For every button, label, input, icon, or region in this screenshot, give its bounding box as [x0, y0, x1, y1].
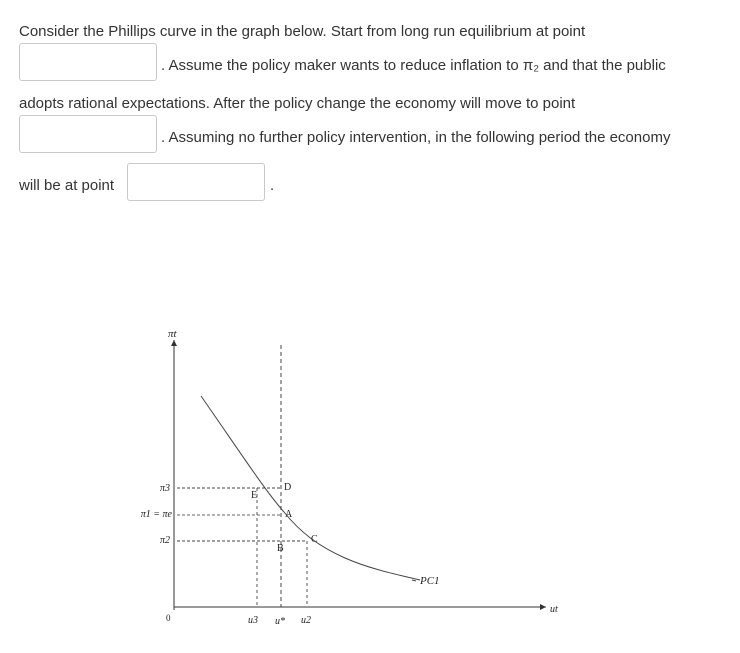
- x-axis-label: ut: [550, 604, 558, 615]
- y-tick-pi3: π3: [159, 483, 170, 494]
- point-label-d: D: [284, 482, 292, 493]
- question-line-2: . Assume the policy maker wants to reduce inflation to π₂ and that the public: [161, 57, 666, 74]
- point-label-e: E: [251, 490, 258, 501]
- question-line-3: adopts rational expectations. After the policy change the economy will move to point: [19, 95, 576, 112]
- point-label-b: B: [277, 543, 284, 554]
- x-tick-u2: u2: [301, 615, 311, 626]
- x-tick-u3: u3: [248, 615, 258, 626]
- origin-label: 0: [166, 613, 171, 623]
- curve-label-leader: [412, 580, 416, 581]
- x-tick-ustar: u*: [275, 616, 285, 627]
- y-axis-label: πt: [168, 328, 177, 340]
- point-label-a: A: [285, 509, 293, 520]
- y-tick-pi1-pie: π1 = πe: [140, 509, 172, 520]
- point-label-c: C: [311, 534, 318, 545]
- curve-label-pc1: PC1: [420, 575, 440, 587]
- y-tick-pi2: π2: [159, 535, 170, 546]
- question-line-1: Consider the Phillips curve in the graph below. Start from long run equilibrium at point: [19, 23, 586, 40]
- question-line-4: . Assuming no further policy intervention, in the following period the economy: [161, 129, 671, 146]
- question-line-5-prefix: will be at point: [19, 177, 115, 194]
- question-line-5-suffix: .: [270, 177, 275, 194]
